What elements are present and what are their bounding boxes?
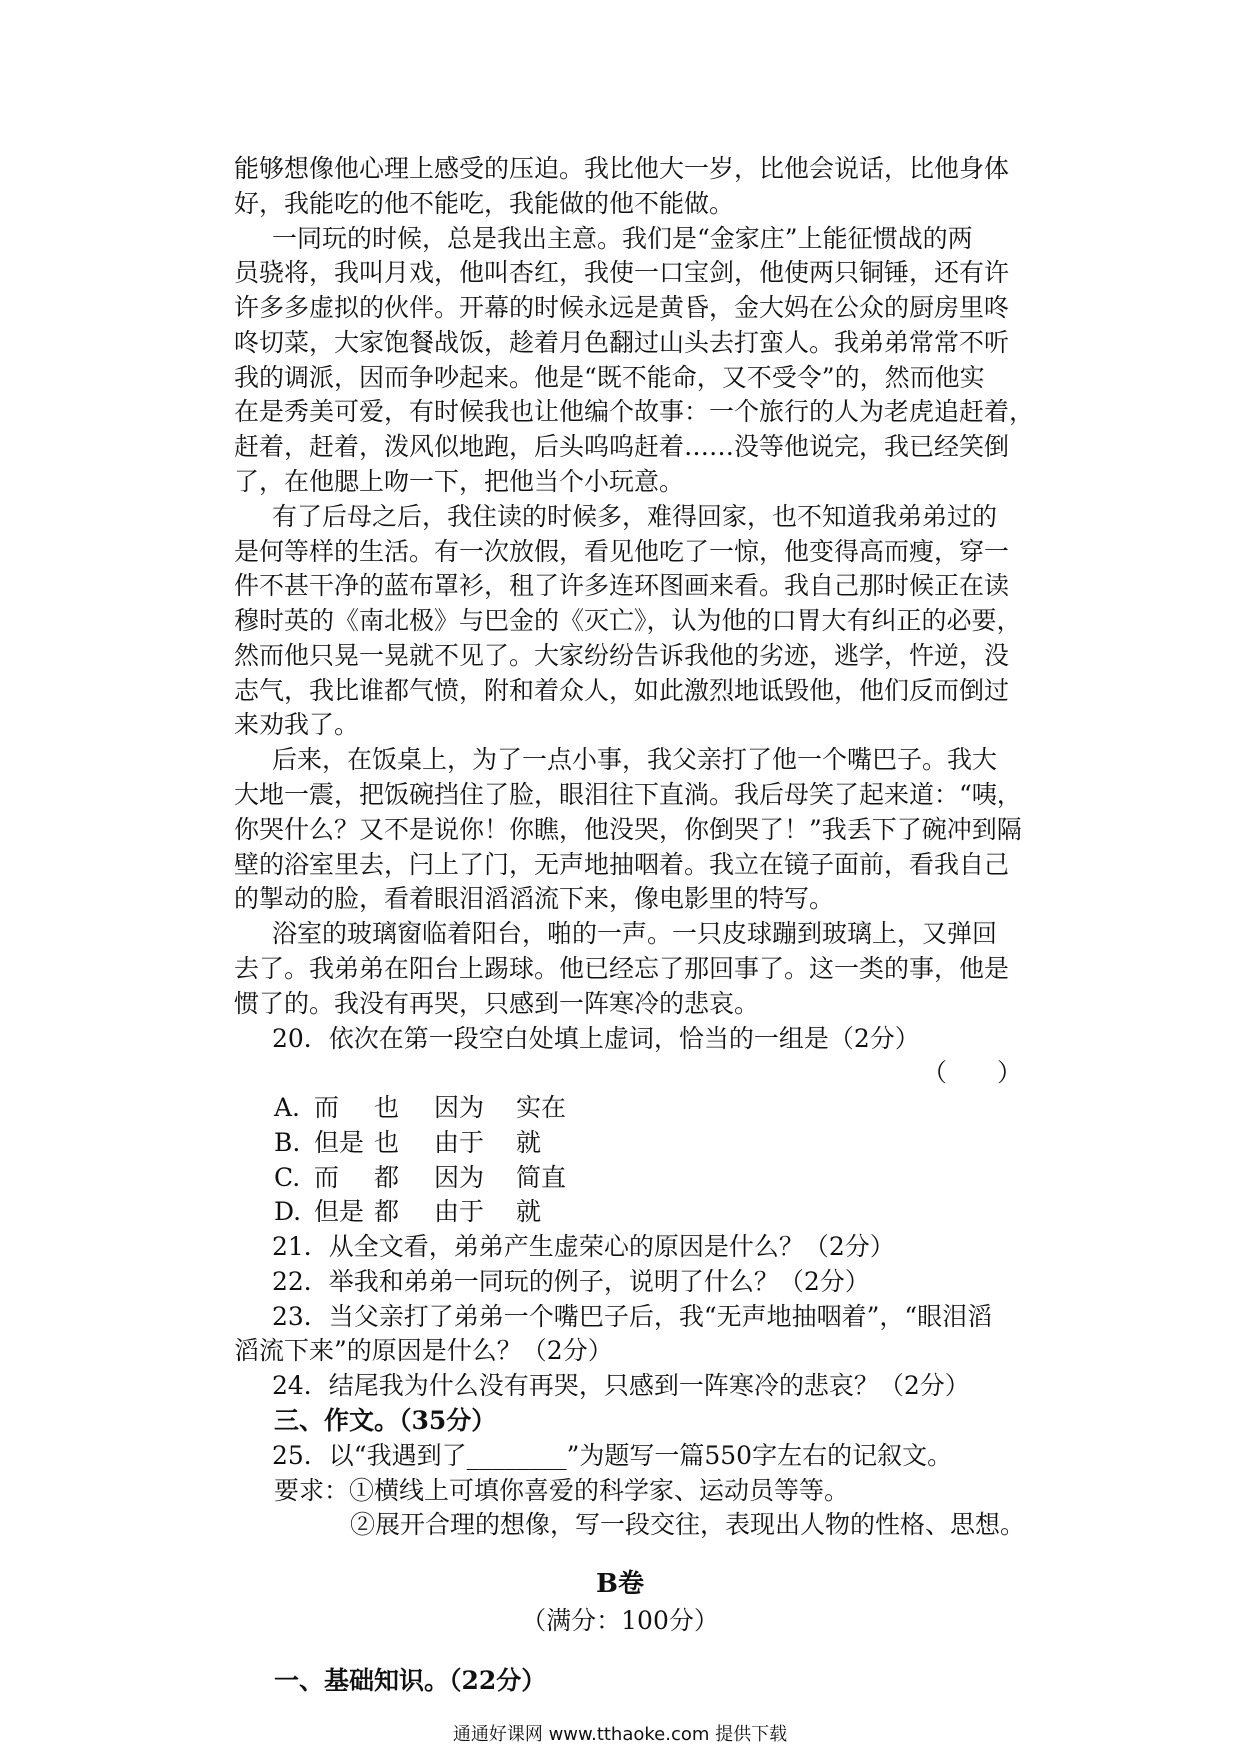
- passage-line: 能够想像他心理上感受的压迫。我比他大一岁，比他会说话，比他身体: [234, 154, 1010, 183]
- question-23: 23．当父亲打了弟弟一个嘴巴子后，我“无声地抽咽着”，“眼泪滔: [272, 1302, 993, 1331]
- passage-line: 你哭什么？又不是说你！你瞧，他没哭，你倒哭了！”我丢下了碗冲到隔: [234, 815, 1022, 844]
- passage-line: 好，我能吃的他不能吃，我能做的他不能做。: [234, 189, 735, 218]
- paper-b-title: B卷: [596, 1569, 644, 1599]
- paper-b-section-1: 一、基础知识。（22分）: [274, 1666, 547, 1695]
- choice-letter: B.: [274, 1128, 301, 1157]
- choice-word: 因为: [434, 1163, 485, 1192]
- choice-word: 由于: [434, 1128, 485, 1157]
- page-footer: 通通好课网 www.tthaoke.com 提供下载: [452, 1724, 788, 1745]
- choice-word: 而: [314, 1093, 340, 1122]
- answer-bracket: （ ）: [922, 1058, 1023, 1087]
- passage-line: 大地一震，把饭碗挡住了脸，眼泪往下直淌。我后母笑了起来道：“咦，: [234, 780, 1022, 809]
- passage-line: 许多多虚拟的伙伴。开幕的时候永远是黄昏，金大妈在公众的厨房里咚: [234, 293, 1010, 322]
- question-25: 25．以“我遇到了________”为题写一篇550字左右的记叙文。: [272, 1441, 953, 1470]
- question-20: 20．依次在第一段空白处填上虚词，恰当的一组是（2分）: [272, 1024, 920, 1053]
- passage-line: 件不甚干净的蓝布罩衫，租了许多连环图画来看。我自己那时候正在读: [234, 571, 1010, 600]
- passage-line: 志气，我比谁都气愤，附和着众人，如此激烈地诋毁他，他们反而倒过: [234, 676, 1010, 705]
- passage-line: 壁的浴室里去，闩上了门，无声地抽咽着。我立在镜子面前，看我自己: [234, 850, 1010, 879]
- passage-line: 去了。我弟弟在阳台上踢球。他已经忘了那回事了。这一类的事，他是: [234, 954, 1010, 983]
- question-23-cont: 滔流下来”的原因是什么？（2分）: [234, 1336, 613, 1365]
- question-21: 21．从全文看，弟弟产生虚荣心的原因是什么？（2分）: [272, 1232, 895, 1261]
- choice-word: 简直: [516, 1163, 567, 1192]
- choice-word: 由于: [434, 1197, 485, 1226]
- choice-word: 但是: [314, 1197, 365, 1226]
- passage-line: 惯了的。我没有再哭，只感到一阵寒冷的悲哀。: [234, 989, 760, 1018]
- passage-line: 咚切菜，大家饱餐战饭，趁着月色翻过山头去打蛮人。我弟弟常常不听: [234, 328, 1010, 357]
- passage-line: 的掣动的脸，看着眼泪滔滔流下来，像电影里的特写。: [234, 884, 835, 913]
- passage-line: 一同玩的时候，总是我出主意。我们是“金家庄”上能征惯战的两: [272, 224, 973, 253]
- passage-line: 穆时英的《南北极》与巴金的《灭亡》，认为他的口胃大有纠正的必要，: [234, 606, 1022, 635]
- choice-letter: A.: [274, 1093, 301, 1122]
- passage-line: 是何等样的生活。有一次放假，看见他吃了一惊，他变得高而瘦，穿一: [234, 537, 1010, 566]
- section-3-heading: 三、作文。（35分）: [274, 1406, 497, 1435]
- passage-line: 我的调派，因而争吵起来。他是“既不能命，又不受令”的，然而他实: [234, 363, 985, 392]
- choice-a: [274, 1091, 566, 1124]
- passage-line: 员骁将，我叫月戏，他叫杏红，我使一口宝剑，他使两只铜锤，还有许: [234, 258, 1010, 287]
- choice-c: [274, 1161, 566, 1194]
- choice-word: 但是: [314, 1128, 365, 1157]
- choice-word: 也: [374, 1093, 400, 1122]
- passage-line: 赶着，赶着，泼风似地跑，后头呜呜赶着……没等他说完，我已经笑倒: [234, 432, 1010, 461]
- question-22: 22．举我和弟弟一同玩的例子，说明了什么？（2分）: [272, 1267, 870, 1296]
- choice-word: 而: [314, 1163, 340, 1192]
- passage-line: 浴室的玻璃窗临着阳台，啪的一声。一只皮球蹦到玻璃上，又弹回: [272, 919, 998, 948]
- choice-word: 就: [516, 1128, 542, 1157]
- requirement-1: 要求：①横线上可填你喜爱的科学家、运动员等等。: [274, 1476, 850, 1505]
- choice-word: 实在: [516, 1093, 567, 1122]
- choice-d: [274, 1195, 541, 1228]
- choice-letter: C.: [274, 1163, 301, 1192]
- passage-line: 然而他只晃一晃就不见了。大家纷纷告诉我他的劣迹，逃学，忤逆，没: [234, 641, 1010, 670]
- question-24: 24．结尾我为什么没有再哭，只感到一阵寒冷的悲哀？（2分）: [272, 1371, 970, 1400]
- choice-word: 都: [374, 1197, 400, 1226]
- passage-line: 来劝我了。: [234, 710, 360, 739]
- choice-letter: D.: [274, 1197, 302, 1226]
- paper-b-score: （满分：100分）: [521, 1606, 719, 1635]
- requirement-2: ②展开合理的想像，写一段交往，表现出人物的性格、思想。: [350, 1510, 1026, 1539]
- choice-word: 都: [374, 1163, 400, 1192]
- choice-word: 就: [516, 1197, 542, 1226]
- passage-line: 了，在他腮上吻一下，把他当个小玩意。: [234, 467, 685, 496]
- passage-line: 在是秀美可爱，有时候我也让他编个故事：一个旅行的人为老虎追赶着，: [234, 397, 1035, 426]
- choice-word: 也: [374, 1128, 400, 1157]
- choice-word: 因为: [434, 1093, 485, 1122]
- passage-line: 后来，在饭桌上，为了一点小事，我父亲打了他一个嘴巴子。我大: [272, 745, 998, 774]
- choice-b: [274, 1126, 541, 1159]
- passage-line: 有了后母之后，我住读的时候多，难得回家，也不知道我弟弟过的: [272, 502, 998, 531]
